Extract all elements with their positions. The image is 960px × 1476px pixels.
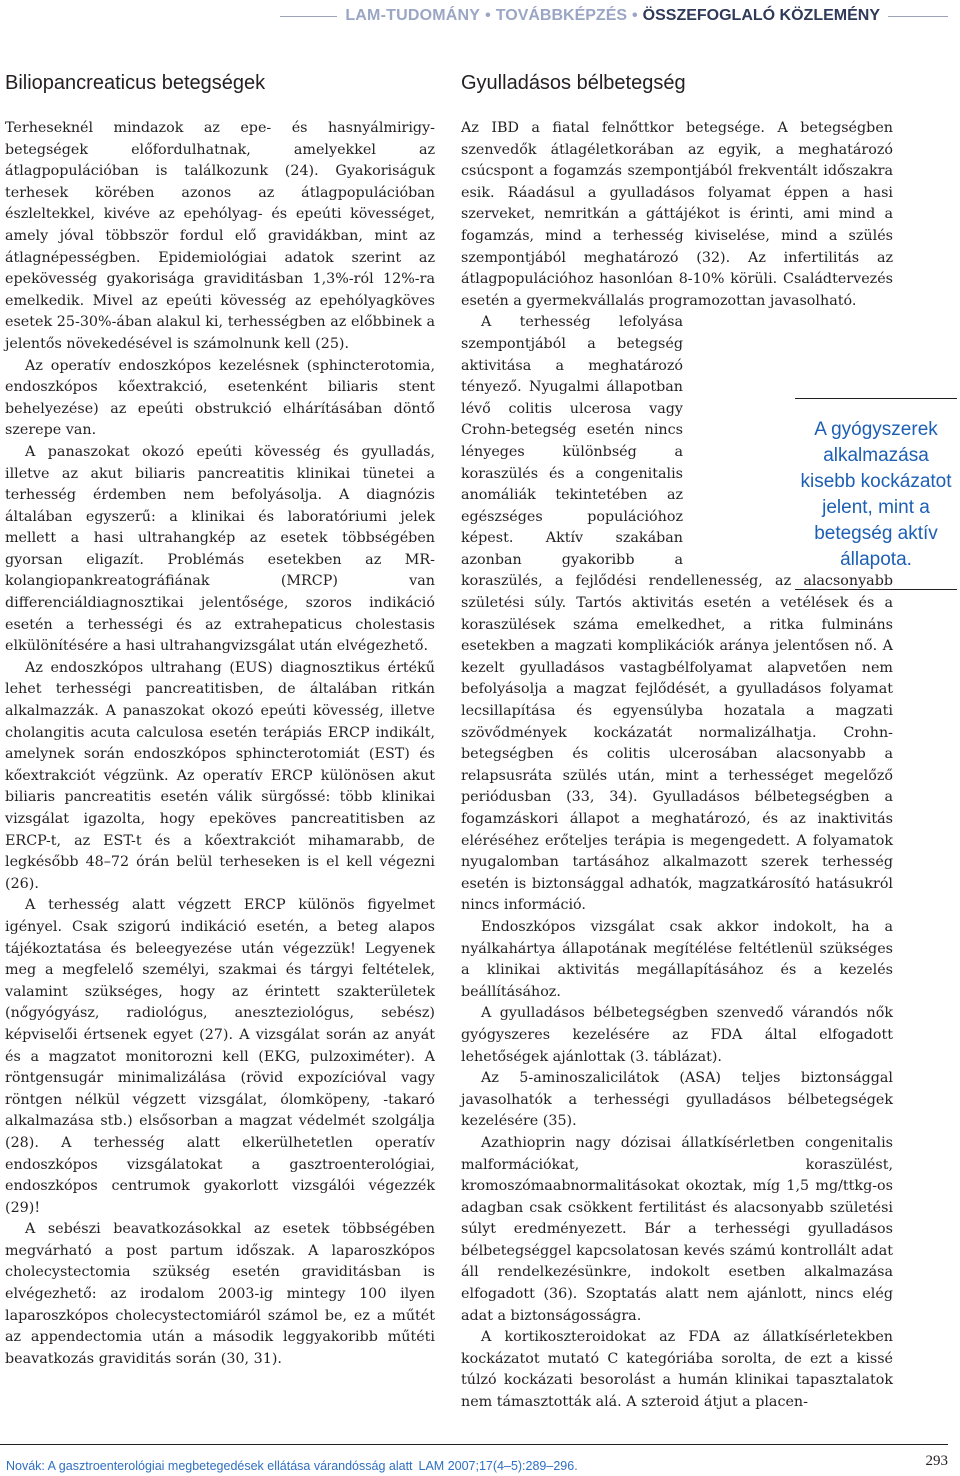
left-column [5,70,435,1370]
body-paragraph: Terheseknél mindazok az epe- és hasnyálmirigy-betegségek előfordulhatnak, amelyekkel az átlagpopulációban is találkozunk (24). Gyakoriságuk terhesek körében azonos az átlagpopulációban észleltekkel, kivéve az epehólyag- és epeúti kövességet, amely jóval többször fordul elő gravidákban, mint az átlagnépességben. Epidemiológiai adatok szerint az epekövesség gyakorisága graviditásban 1,3%-ról 12%-ra emelkedik. Mivel az epeúti kövesség az epehólyagköves esetek 25-30%-ában alakul ki, terhességben az előbbinek a jelentős növekedésével is számolnunk kell (25). [5,120,435,352]
body-paragraph: A panaszokat okozó epeúti kövesség és gyulladás, illetve az akut biliaris pancreatitis klinikai tünetei a terhesség érdemben nem befolyásolja. A diagnózis általában egyszerű: a klinikai és laboratóriumi jelek mellett a hasi ultrahangkép az esetek többségében gyorsan eligazít. Problémás esetekben az MR-kolangiopankreatográfiának (MRCP) van differenciáldiagnosztikai jelentősége, szoros indikáció esetén a terhességi és az extrahepaticus cholestasis elkülönítésére a hasi ultrahangvizsgálat után elvégezhető. [5,443,435,655]
page-header [0,4,948,28]
right-column [461,70,893,1414]
body-paragraph-text: A terhesség lefolyása szempontjából a betegség aktivitása a meghatározó tényező. Nyugalmi állapotban lévő colitis ulcerosa vagy Crohn-betegség esetén nincs lényeges különbség a koraszülés és a congenitalis anomáliák tekintetében az egészséges populációhoz képest. Aktív szakában azonban gyakoribb a koraszülés, a fejlődési rendellenesség, az alacsonyabb születési súly. Tartós aktivitás esetén a vetélések és a koraszülések száma emelkedhet, a ritka fulmináns esetekben a magzati komplikációk aránya jelentősen nő. A kezelt gyulladásos vastagbélfolyamat alapvetően nem befolyásolja a magzat fejlődését, a gyulladásos folyamat lecsillapítása és egyensúlyba hozatala a magzati szövődmények kockázatát normalizálhatja. Crohn-betegségben és colitis ulcerosában alacsonyabb a relapsusráta szülés után, mint a terhességet megelőző periódusban (33, 34). Gyulladásos bélbetegségben a fogamzáskori állapot a meghatározó, és az inaktivitás eléréséhez erőteljes terápia is megengedett. A folyamatok nyugalomban tartásához alkalmazott szerek terhesség esetén is biztonsággal adhatók, magzatkárosító hatásukról nincs információ. [461,314,893,914]
body-paragraph: A gyulladásos bélbetegségben szenvedő várandós nők gyógyszeres kezelésére az FDA által elfogadott lehetőségek ajánlottak (3. táblázat). [461,1005,893,1065]
body-paragraph: A terhesség alatt végzett ERCP különös figyelmet igényel. Csak szigorú indikáció esetén, a beteg alapos tájékoztatása és beleegyezése után végezzük! Legyenek meg a megfelelő személyi, szakmai és tárgyi feltételek, valamint szükséges, hogy az érintett szakterületek (nőgyógyász, radiológus, aneszteziológus, sebész) képviselői értsenek egyet (27). A vizsgálat során az anyát és a magzatot monitorozni kell (EKG, pulzoximéter). A röntgensugár minimalizálása (rövid expozícióval vagy röntgen nélkül végzett vizsgálat, ólomköpeny, -takaró alkalmazása stb.) elsősorban a magzat védelmét szolgálja (28). A terhesség alatt elkerülhetetlen operatív endoszkópos vizsgálatokat a gasztroenterológiai, endoszkópos centrumok gyakorlott vizsgálói végezzék (29)! [5,897,435,1216]
body-paragraph: Az endoszkópos ultrahang (EUS) diagnosztikus értékű lehet terhességi pancreatitisben, de általában ritkán alkalmazzák. A panaszokat okozó epeúti kövesség, illetve cholangitis acuta calculosa esetén terápiás ERCP indikált, amelynek során endoszkópos sphincterotomiát (EST) és kőextrakciót végzünk. Az operatív ERCP különösen akut biliaris pancreatitis esetén válik sürgőssé: több klinikai vizsgálat igazolta, hogy epeköves pancreatitisben az ERCP-t, az EST-t és a kőextrakciót mihamarabb, de legkésőbb 48–72 órán belül terheseken is el kell végezni (26). [5,659,435,892]
footer-rule [0,1444,948,1445]
body-paragraph: A sebészi beavatkozásokkal az esetek többségében megvárható a post partum időszak. A laparoszkópos cholecystectomia szükség esetén graviditásban is elvégezhető: az irodalom 2003-ig mintegy 100 ilyen laparoszkópos cholecystectomiáról számol be, ez a műtét az appendectomia után a második leggyakoribb műtéti beavatkozás graviditás során (30, 31). [5,1221,435,1367]
footer-running-title [6,1459,578,1473]
header-section-lam-tudomany: LAM-TUDOMÁNY [345,7,481,24]
header-rule [888,16,948,17]
body-paragraph: Az 5-aminoszalicilátok (ASA) teljes biztonsággal javasolhatók a terhességi gyulladásos bélbetegségek kezelésére (35). [461,1070,893,1130]
body-paragraph: Az IBD a fiatal felnőttkor betegsége. A betegségben szenvedők átlagéletkorában az egyik, a meghatározó csúcspont a fogamzás szempontjából frekventált időszakra esik. Ráadásul a gyulladásos folyamat éppen a hasi szerveket, nemritkán a gáttájékot is érinti, ami mind a fogamzás, mind a terhesség kiviselése, mind a szülés szempontjából meghatározó (32). Az infertilitás az átlagpopulációhoz hasonlóan 8-10% körüli. Családtervezés esetén a gyermekvállalás programozottan javasolható. [461,120,893,309]
header-section-tovabbkepzes: TOVÁBBKÉPZÉS [495,7,628,24]
body-paragraph: Endoszkópos vizsgálat csak akkor indokolt, ha a nyálkahártya állapotának megítélése feltétlenül szükséges a klinikai aktivitás megállapításához és a kezelés beállításához. [461,918,893,1000]
section-heading-biliopancreaticus: Biliopancreaticus betegségek [5,72,266,94]
footer-citation: LAM 2007;17(4–5):289–296. [418,1459,578,1473]
header-section-osszefoglalo: ÖSSZEFOGLALÓ KÖZLEMÉNY [642,7,880,24]
page-footer [0,1444,948,1474]
body-paragraph: Az operatív endoszkópos kezelésnek (sphincterotomia, endoszkópos kőextrakció, esetenként biliaris stent behelyezése) az epeúti obstrukció elhárításában döntő szerepe van. [5,357,435,439]
body-paragraph: Azathioprin nagy dózisai állatkísérletben congenitalis malformációkat, koraszülést, kromoszómaabnormalitásokat okoztak, míg 1,5 mg/ttkg-os adagban csak csökkent fertilitást és alacsonyabb születési súlyt eredményezett. Bár a terhességi gyulladásos bélbetegséggel kapcsolatosan kevés számú kontrollált adat áll rendelkezésünkre, indokolt esetben alkalmazása elfogadott (36). Szoptatás alatt nem ajánlott, nincs elég adat a biztonságosságra. [461,1134,893,1324]
page-number: 293 [925,1453,948,1469]
header-bullet: • [485,7,491,24]
section-heading-gyulladasos-belbetegseg: Gyulladásos bélbetegség [461,72,686,94]
header-rule [280,16,337,17]
pullquote: A gyógyszerek alkalmazása kisebb kockázatot jelent, mint a betegség aktív állapota. [795,398,957,590]
body-paragraph: A kortikoszteroidokat az FDA az állatkísérletekben kockázatot mutató C kategóriába sorolta, de ezt a kissé túlzó kockázati besorolást a humán klinikai tapasztalatok nem támasztották alá. A szteroid átjut a placen- [461,1329,893,1411]
header-bullet: • [632,7,638,24]
footer-article-title: Novák: A gasztroenterológiai megbetegedések ellátása várandósság alatt [6,1459,413,1473]
